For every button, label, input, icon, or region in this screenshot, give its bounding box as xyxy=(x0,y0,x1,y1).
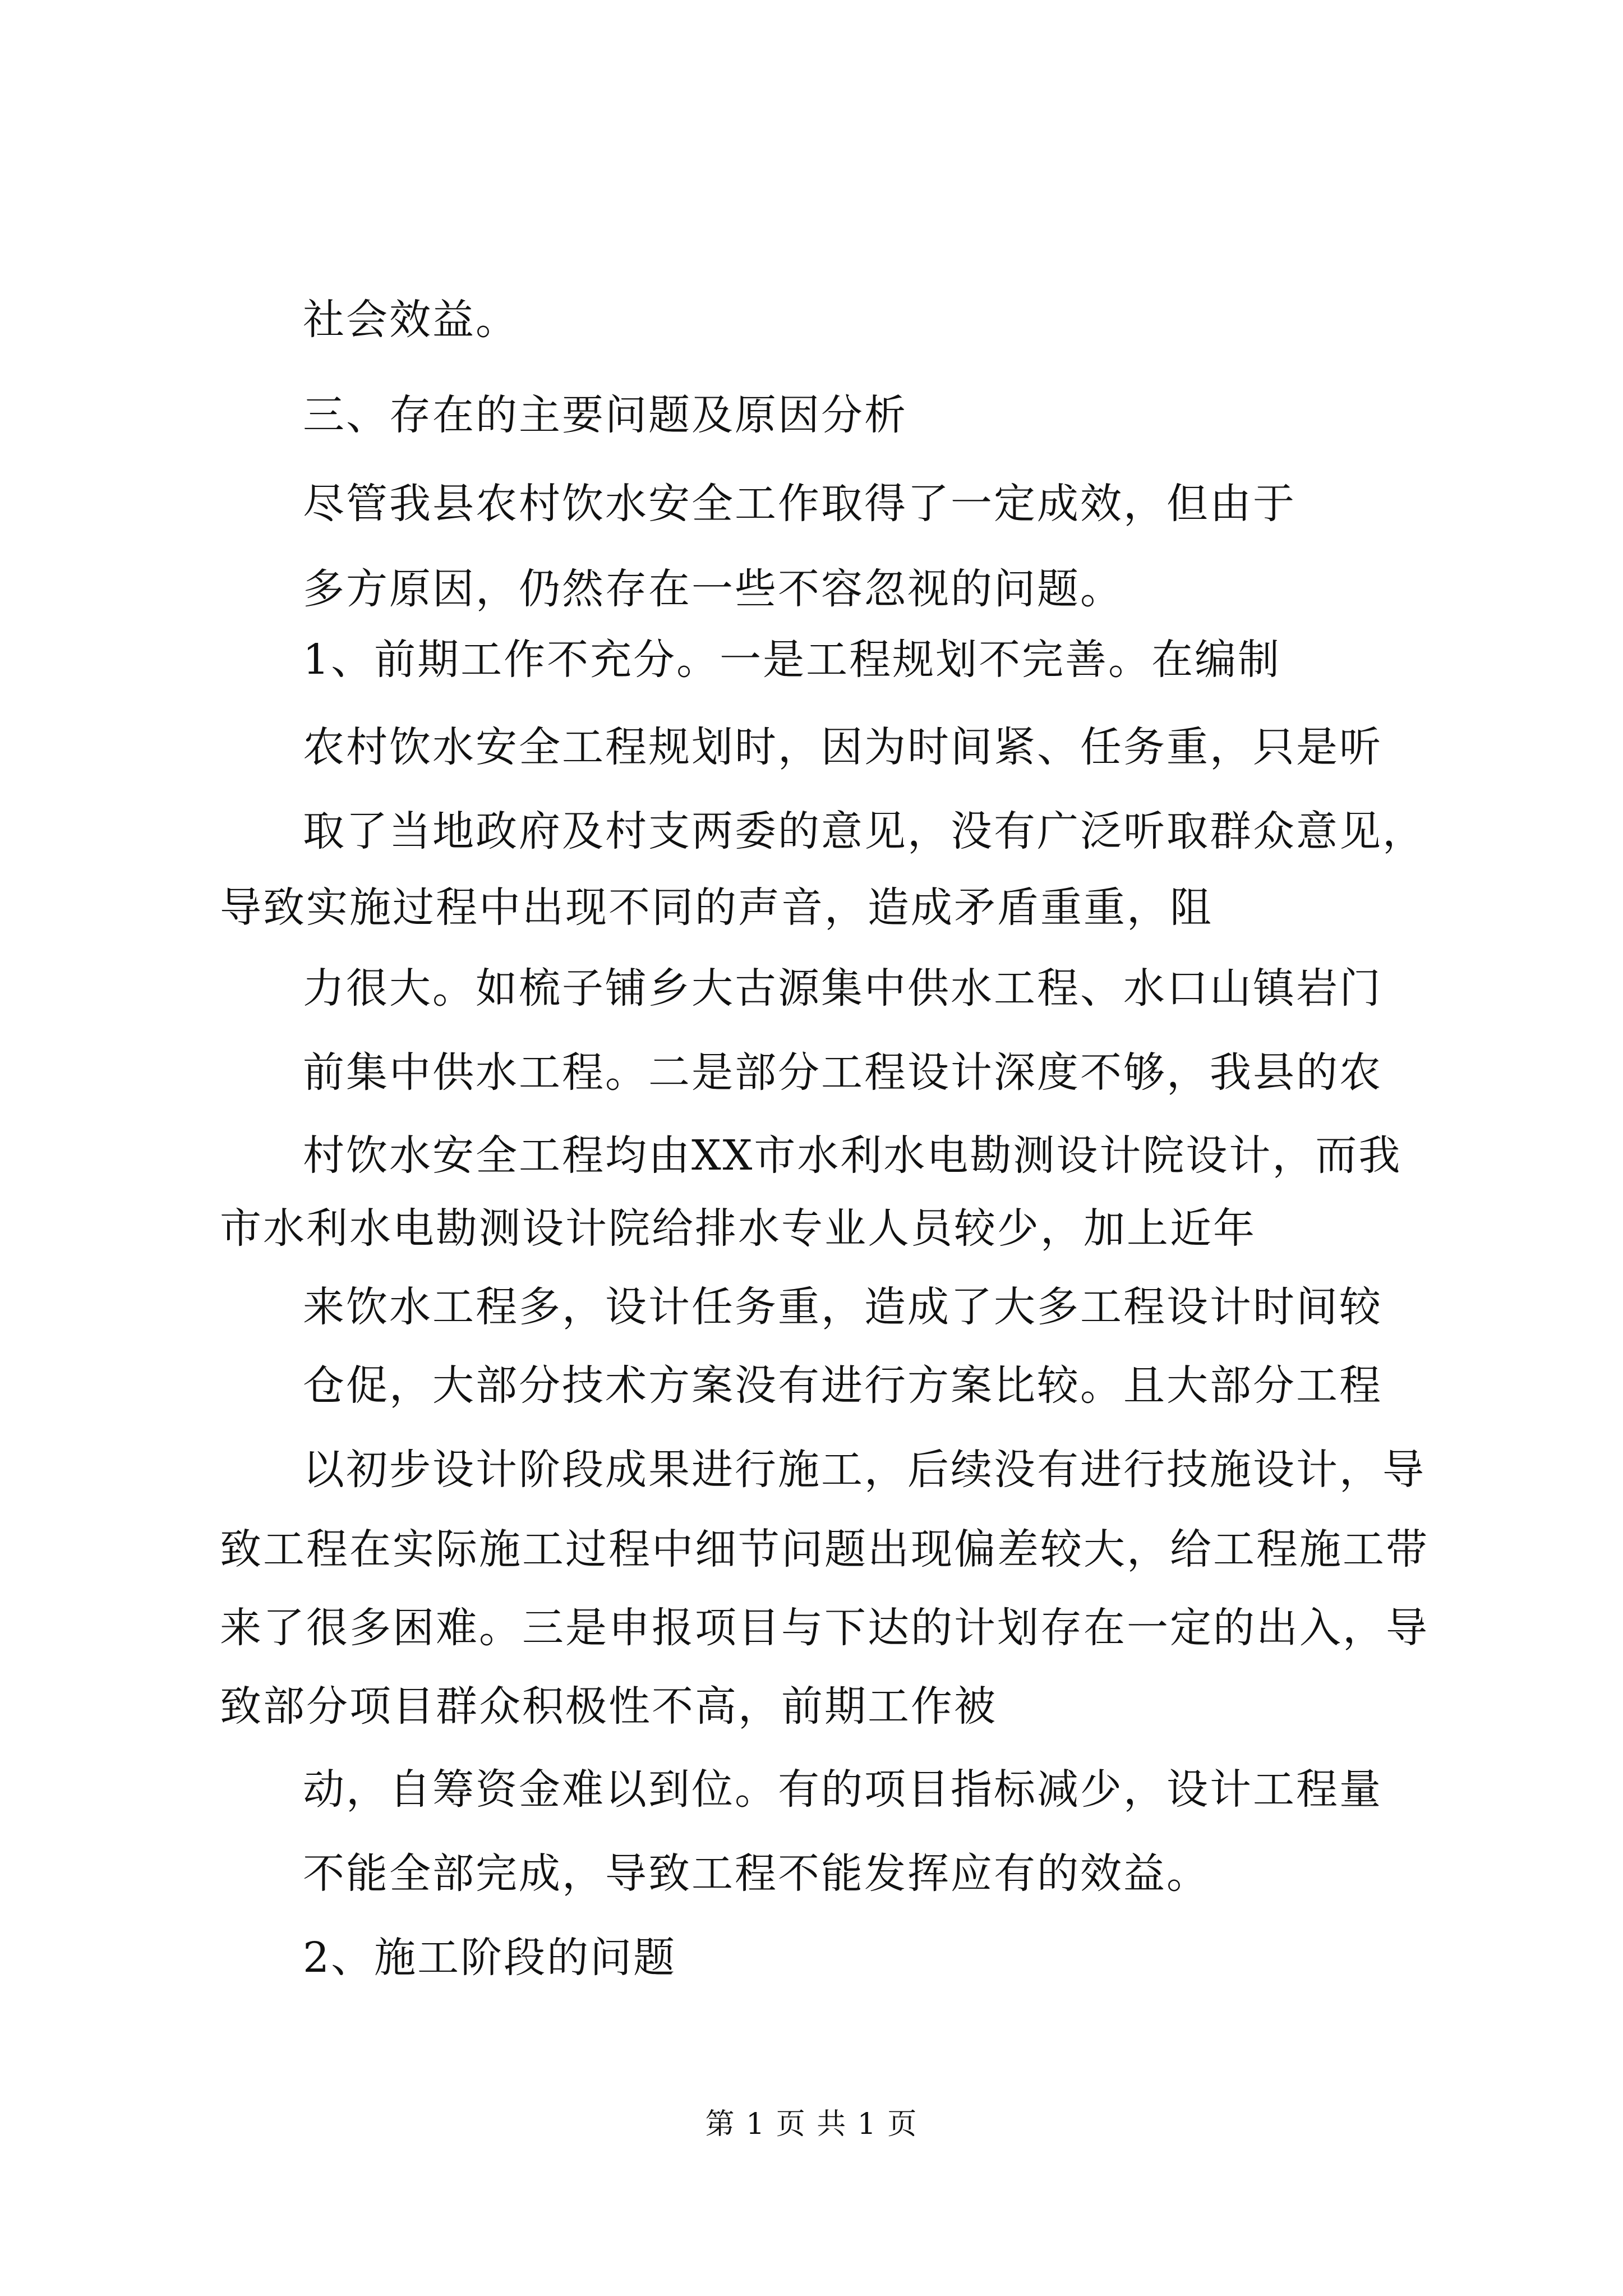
body-line: 动，自筹资金难以到位。有的项目指标减少，设计工程量 xyxy=(303,1765,1382,1814)
body-line: 仓促，大部分技术方案没有进行方案比较。且大部分工程 xyxy=(303,1361,1382,1410)
body-line: 市水利水电勘测设计院给排水专业人员较少，加上近年 xyxy=(220,1204,1256,1253)
body-line: 1、前期工作不充分。一是工程规划不完善。在编制 xyxy=(303,636,1281,684)
body-line: 尽管我县农村饮水安全工作取得了一定成效，但由于 xyxy=(303,480,1296,528)
body-line: 不能全部完成，导致工程不能发挥应有的效益。 xyxy=(303,1849,1210,1898)
body-line: 来了很多困难。三是申报项目与下达的计划存在一定的出入，导 xyxy=(220,1604,1429,1652)
body-line: 前集中供水工程。二是部分工程设计深度不够，我县的农 xyxy=(303,1048,1382,1097)
body-line: 致部分项目群众积极性不高，前期工作被 xyxy=(220,1682,997,1731)
body-line: 致工程在实际施工过程中细节问题出现偏差较大，给工程施工带 xyxy=(220,1525,1429,1573)
body-line: 多方原因，仍然存在一些不容忽视的问题。 xyxy=(303,565,1123,613)
body-line: 来饮水工程多，设计任务重，造成了大多工程设计时间较 xyxy=(303,1283,1382,1331)
body-line: 以初步设计阶段成果进行施工，后续没有进行技施设计，导 xyxy=(303,1446,1426,1494)
page-number-footer: 第 1 页 共 1 页 xyxy=(705,2108,918,2141)
body-line: 取了当地政府及村支两委的意见，没有广泛听取群众意见， xyxy=(303,807,1426,855)
body-line: 导致实施过程中出现不同的声音，造成矛盾重重，阻 xyxy=(220,884,1213,932)
section-heading: 2、施工阶段的问题 xyxy=(303,1934,677,1982)
body-line: 村饮水安全工程均由XX市水利水电勘测设计院设计，而我 xyxy=(303,1131,1402,1180)
body-line: 农村饮水安全工程规划时，因为时间紧、任务重，只是听 xyxy=(303,723,1382,771)
section-heading: 三、存在的主要问题及原因分析 xyxy=(303,391,907,439)
body-line: 力很大。如梳子铺乡大古源集中供水工程、水口山镇岩门 xyxy=(303,964,1382,1013)
body-line: 社会效益。 xyxy=(303,296,519,344)
